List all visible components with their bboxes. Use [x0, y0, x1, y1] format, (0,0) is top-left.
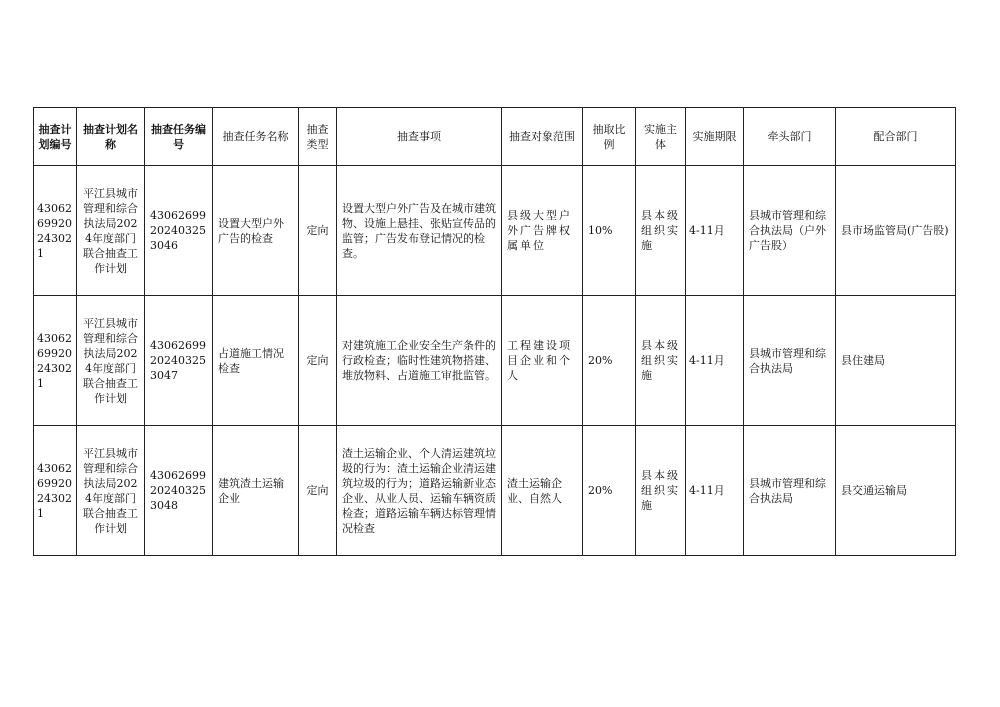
cell-period: 4-11月 [686, 296, 744, 426]
cell-task-no: 43062699202403253047 [145, 296, 213, 426]
cell-task-name: 建筑渣土运输企业 [213, 426, 299, 556]
header-assist-department: 配合部门 [836, 108, 956, 166]
header-check-items: 抽查事项 [337, 108, 502, 166]
cell-sampling-ratio: 10% [583, 166, 636, 296]
header-task-no: 抽查任务编号 [145, 108, 213, 166]
cell-assist-department: 县交通运输局 [836, 426, 956, 556]
header-object-scope: 抽查对象范围 [502, 108, 583, 166]
cell-check-type: 定向 [299, 426, 337, 556]
table-row [34, 426, 956, 556]
header-implementing-body: 实施主体 [636, 108, 686, 166]
cell-sampling-ratio: 20% [583, 296, 636, 426]
header-lead-department: 牵头部门 [744, 108, 836, 166]
cell-assist-department: 县市场监管局(广告股) [836, 166, 956, 296]
cell-object-scope: 渣土运输企业、自然人 [502, 426, 583, 556]
table-row [34, 296, 956, 426]
cell-sampling-ratio: 20% [583, 426, 636, 556]
spot-check-plan-table [33, 107, 956, 556]
cell-check-type: 定向 [299, 166, 337, 296]
cell-plan-no: 430626992024302 1 [34, 166, 77, 296]
cell-implementing-body: 县本级组织实施 [636, 426, 686, 556]
cell-object-scope: 工程建设项目企业和个人 [502, 296, 583, 426]
cell-lead-department: 县城市管理和综合执法局 [744, 426, 836, 556]
header-check-type: 抽查类型 [299, 108, 337, 166]
cell-task-no: 43062699202403253046 [145, 166, 213, 296]
header-period: 实施期限 [686, 108, 744, 166]
cell-plan-name: 平江县城市管理和综合执法局2024年度部门联合抽查工作计划 [77, 426, 145, 556]
cell-task-name: 设置大型户外广告的检查 [213, 166, 299, 296]
cell-implementing-body: 县本级组织实施 [636, 296, 686, 426]
cell-plan-no: 430626992024302 1 [34, 296, 77, 426]
cell-plan-name: 平江县城市管理和综合执法局2024年度部门联合抽查工作计划 [77, 166, 145, 296]
table-row [34, 166, 956, 296]
cell-check-items: 设置大型户外广告及在城市建筑物、设施上悬挂、张贴宣传品的监管；广告发布登记情况的检查。 [337, 166, 502, 296]
header-task-name: 抽查任务名称 [213, 108, 299, 166]
cell-lead-department: 县城市管理和综合执法局 [744, 296, 836, 426]
cell-period: 4-11月 [686, 426, 744, 556]
cell-lead-department: 县城市管理和综合执法局（户外广告股） [744, 166, 836, 296]
cell-plan-no: 430626992024302 1 [34, 426, 77, 556]
cell-assist-department: 县住建局 [836, 296, 956, 426]
header-sampling-ratio: 抽取比例 [583, 108, 636, 166]
table-header-row [34, 108, 956, 166]
cell-check-items: 渣土运输企业、个人清运建筑垃圾的行为：渣土运输企业清运建筑垃圾的行为；道路运输新业态企业、从业人员、运输车辆资质检查；道路运输车辆达标管理情况检查 [337, 426, 502, 556]
cell-implementing-body: 县本级组织实施 [636, 166, 686, 296]
header-plan-no: 抽查计划编号 [34, 108, 77, 166]
cell-check-items: 对建筑施工企业安全生产条件的行政检查；临时性建筑物搭建、堆放物料、占道施工审批监管。 [337, 296, 502, 426]
cell-task-no: 43062699202403253048 [145, 426, 213, 556]
cell-period: 4-11月 [686, 166, 744, 296]
cell-check-type: 定向 [299, 296, 337, 426]
header-plan-name: 抽查计划名称 [77, 108, 145, 166]
cell-object-scope: 县级大型户外广告牌权属单位 [502, 166, 583, 296]
cell-plan-name: 平江县城市管理和综合执法局2024年度部门联合抽查工作计划 [77, 296, 145, 426]
cell-task-name: 占道施工情况检查 [213, 296, 299, 426]
